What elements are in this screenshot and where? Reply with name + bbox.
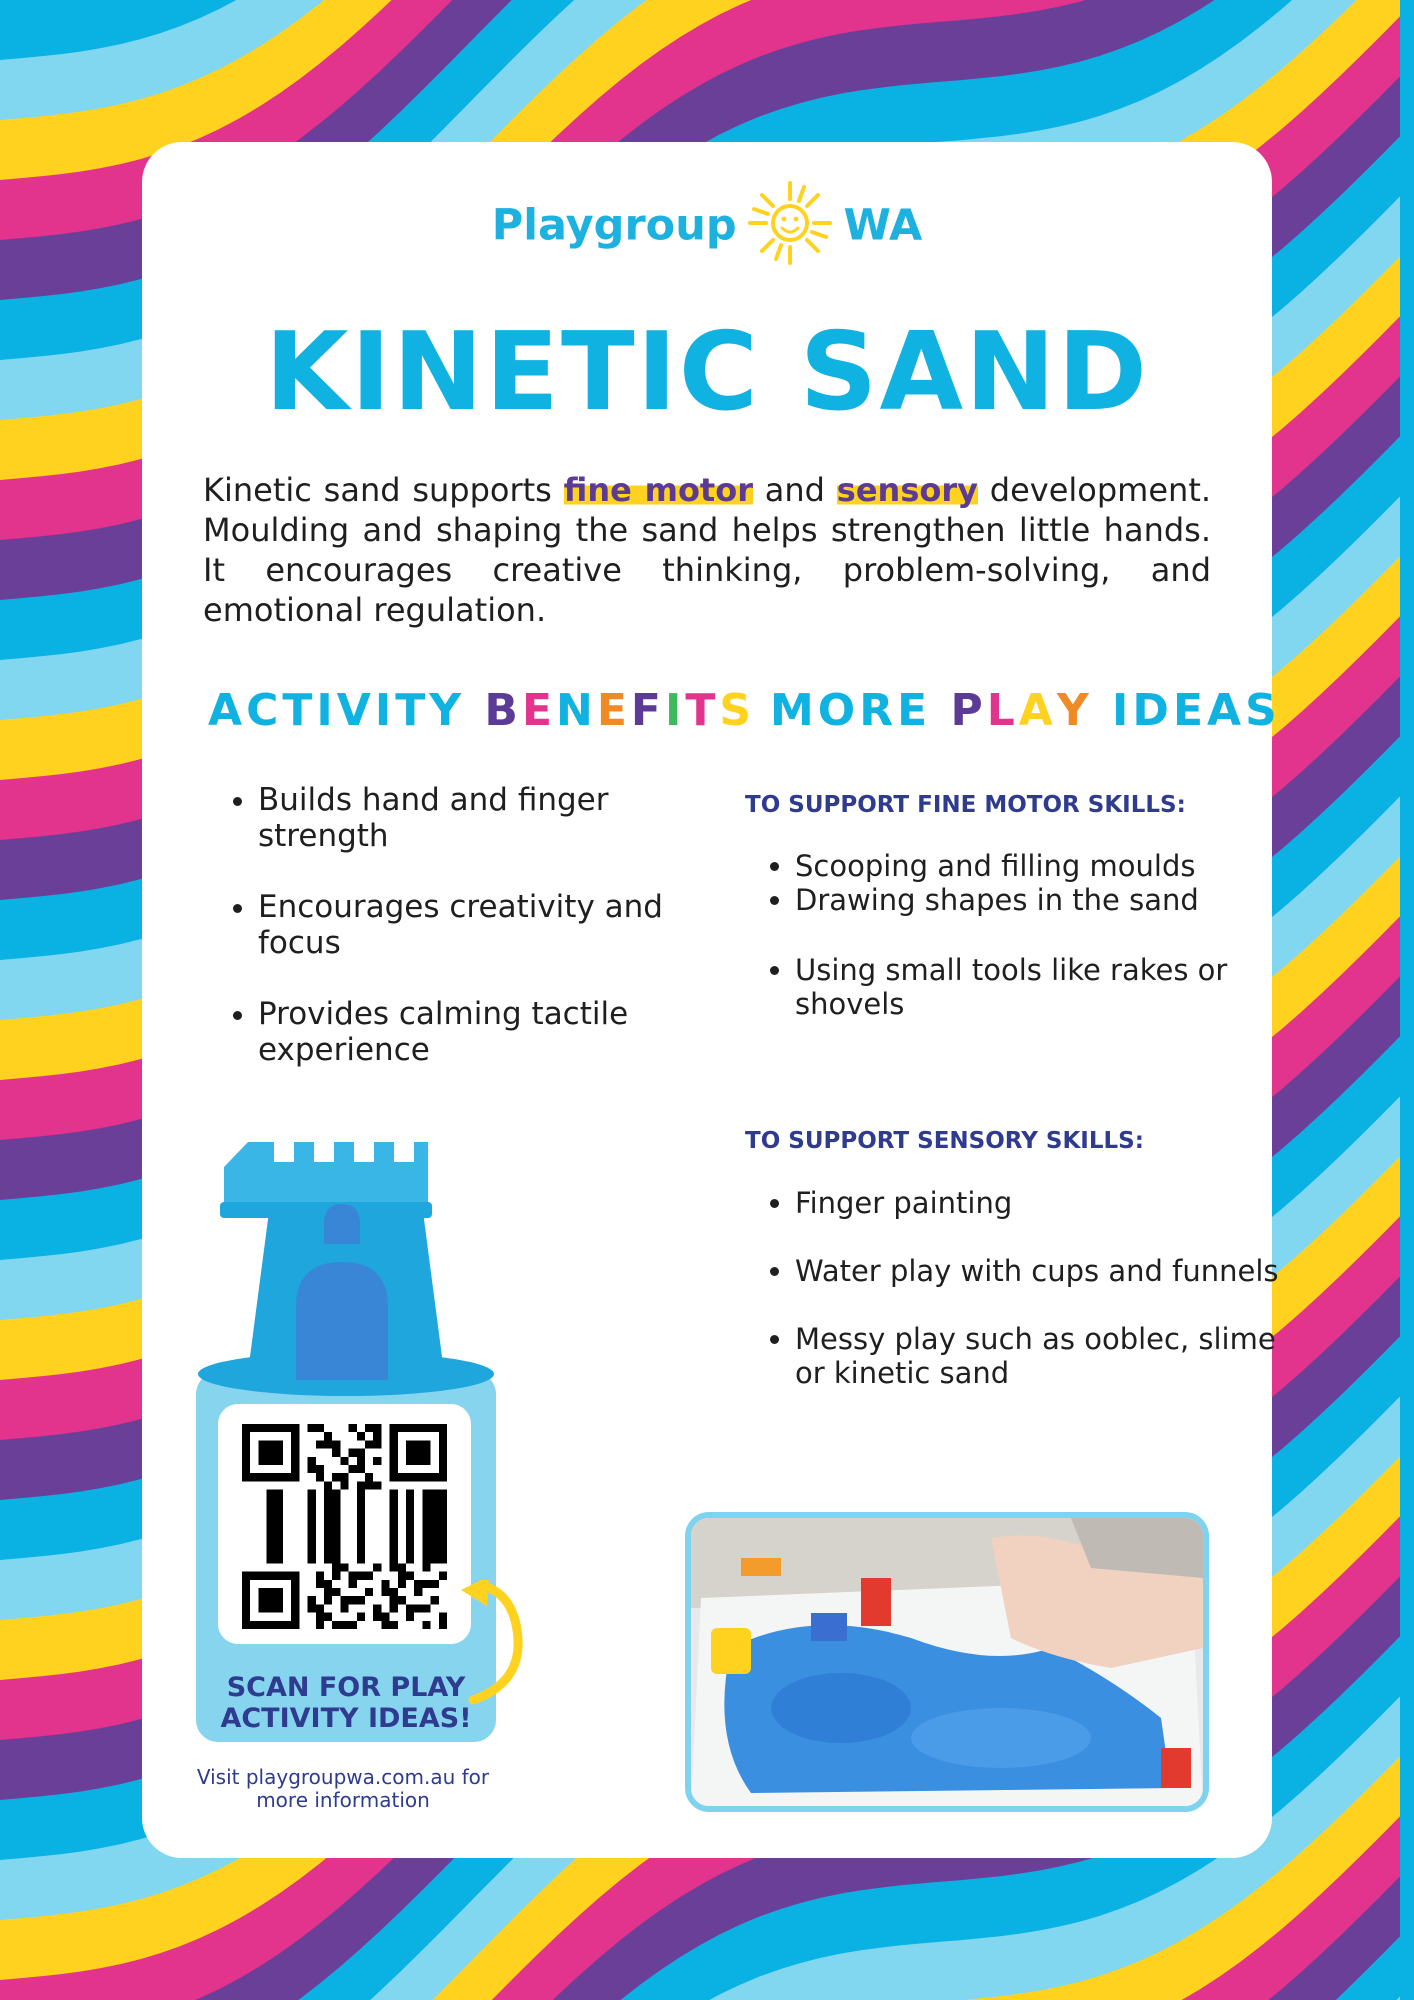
benefits-list	[210, 782, 728, 1103]
playgroup-wa-logo	[0, 180, 1414, 271]
activity-benefits-heading: ACTIVITY BENEFITS	[208, 685, 756, 736]
intro-text-3: development. Moulding and shaping the sand helps strengthen little hands. It encourages creative thinking, problem-solving, and emotional regulation.	[203, 471, 1212, 629]
fine-motor-idea-3: • Using small tools like rakes or shovels	[795, 953, 1285, 1021]
visit-website-text: Visit playgroupwa.com.au for more information	[196, 1765, 490, 1812]
sensory-subheading: TO SUPPORT SENSORY SKILLS:	[745, 1128, 1144, 1154]
benefit-item-3: • Provides calming tactile experience	[258, 996, 728, 1068]
kinetic-sand-photo	[685, 1512, 1209, 1812]
logo-text-left: Playgroup	[491, 200, 737, 251]
fine-motor-idea-2: • Drawing shapes in the sand	[795, 883, 1285, 917]
page-title: KINETIC SAND	[264, 310, 1150, 435]
fine-motor-ideas-list	[746, 849, 1285, 1021]
sensory-idea-3: • Messy play such as ooblec, slime or kinetic sand	[795, 1322, 1285, 1390]
benefit-item-1: • Builds hand and finger strength	[258, 782, 728, 854]
scan-caption: SCAN FOR PLAY ACTIVITY IDEAS!	[220, 1672, 472, 1734]
more-play-ideas-heading: MORE PLAY IDEAS	[770, 685, 1281, 736]
intro-text-2: and	[753, 471, 837, 509]
highlight-fine-motor: fine motor	[563, 471, 753, 509]
sun-icon	[747, 180, 833, 271]
intro-paragraph	[203, 470, 1211, 630]
sensory-idea-1: • Finger painting	[795, 1186, 1285, 1220]
fine-motor-idea-1: • Scooping and filling moulds	[795, 849, 1285, 883]
intro-text-1: Kinetic sand supports	[203, 471, 564, 509]
qr-code[interactable]	[242, 1424, 447, 1629]
benefit-item-2: • Encourages creativity and focus	[258, 889, 728, 961]
sensory-idea-2: • Water play with cups and funnels	[795, 1254, 1285, 1288]
highlight-sensory: sensory	[836, 471, 978, 509]
sensory-ideas-list	[746, 1186, 1285, 1390]
logo-text-right: WA	[843, 200, 923, 251]
fine-motor-subheading: TO SUPPORT FINE MOTOR SKILLS:	[745, 792, 1186, 818]
